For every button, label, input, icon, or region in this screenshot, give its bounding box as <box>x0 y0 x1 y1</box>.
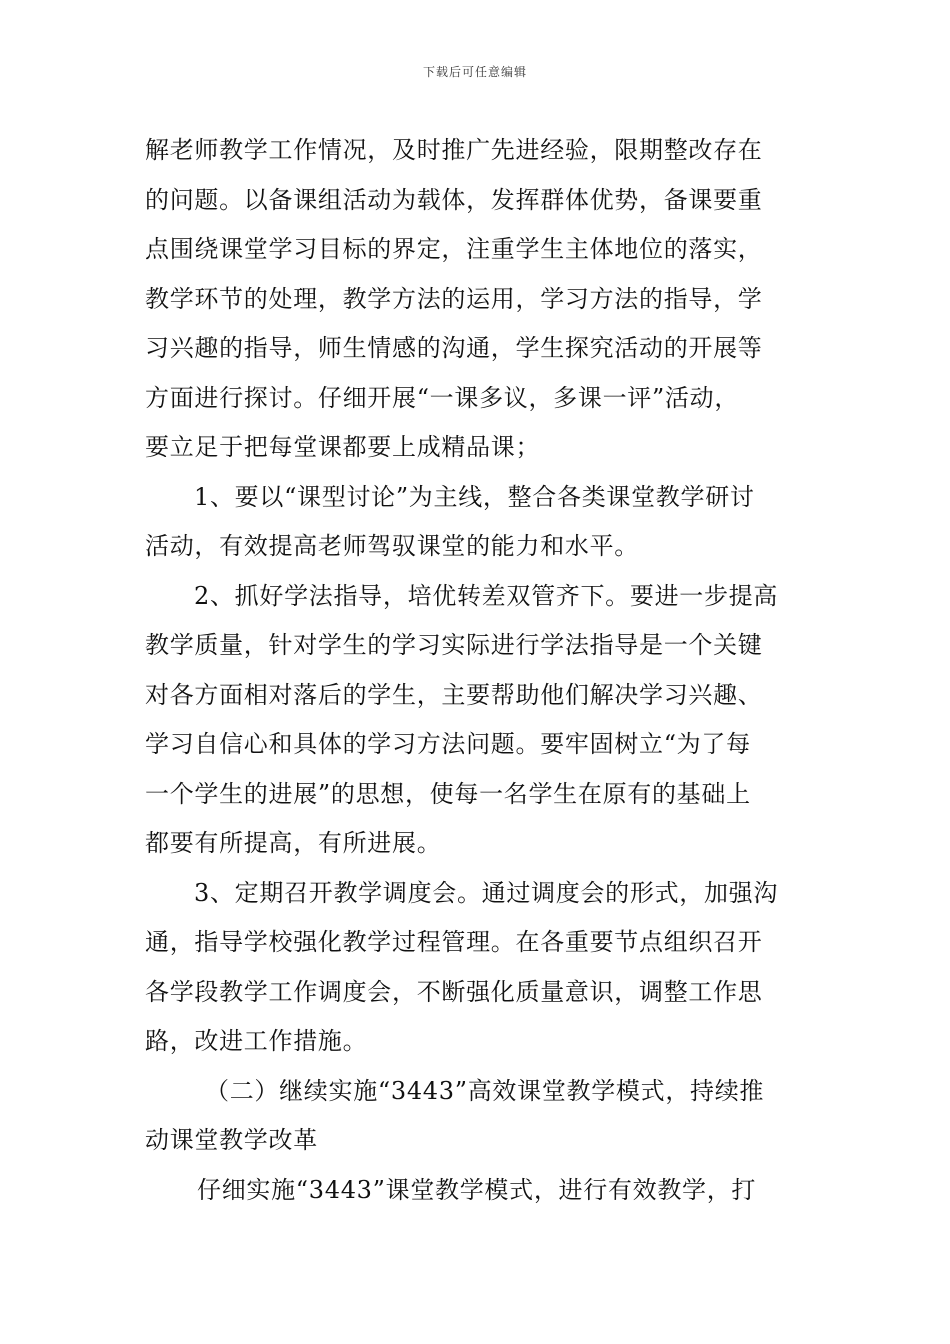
text-line: 都要有所提高，有所进展。 <box>145 829 442 857</box>
page-header: 下载后可任意编辑 <box>422 65 527 79</box>
text-line: 各学段教学工作调度会，不断强化质量意识，调整工作思 <box>145 977 763 1006</box>
text-line: 通，指导学校强化教学过程管理。在各重要节点组织召开 <box>145 928 763 956</box>
text-line: 解老师教学工作情况，及时推广先进经验，限期整改存在 <box>145 136 763 164</box>
text-line: 教学质量，针对学生的学习实际进行学法指导是一个关键 <box>145 631 763 659</box>
text-line: 的问题。以备课组活动为载体，发挥群体优势，备课要重 <box>145 185 763 214</box>
text-line: 仔细实施“3443”课堂教学模式，进行有效教学，打 <box>197 1175 757 1204</box>
text-line: 路，改进工作措施。 <box>145 1027 368 1055</box>
text-line: 活动，有效提高老师驾驭课堂的能力和水平。 <box>145 532 639 560</box>
list-item-1-line: 1、要以“课型讨论”为主线，整合各类课堂教学研讨 <box>194 482 755 511</box>
text-line: 对各方面相对落后的学生，主要帮助他们解决学习兴趣、 <box>145 680 763 709</box>
section-heading-line: （二）继续实施“3443”高效课堂教学模式，持续推 <box>205 1076 765 1105</box>
text-line: 要立足于把每堂课都要上成精品课； <box>145 433 541 461</box>
text-line: 习兴趣的指导，师生情感的沟通，学生探究活动的开展等 <box>145 334 763 362</box>
section-heading-line: 动课堂教学改革 <box>145 1126 318 1154</box>
list-item-3-line: 3、定期召开教学调度会。通过调度会的形式，加强沟 <box>194 878 779 907</box>
text-line: 教学环节的处理，教学方法的运用，学习方法的指导，学 <box>145 284 763 313</box>
list-item-2-line: 2、抓好学法指导，培优转差双管齐下。要进一步提高 <box>194 581 779 610</box>
text-line: 一个学生的进展”的思想，使每一名学生在原有的基础上 <box>145 779 751 808</box>
document-body <box>145 126 809 1215</box>
text-line: 点围绕课堂学习目标的界定，注重学生主体地位的落实， <box>145 235 763 263</box>
text-line: 方面进行探讨。仔细开展“一课多议，多课一评”活动， <box>145 383 740 412</box>
text-line: 学习自信心和具体的学习方法问题。要牢固树立“为了每 <box>145 730 751 758</box>
